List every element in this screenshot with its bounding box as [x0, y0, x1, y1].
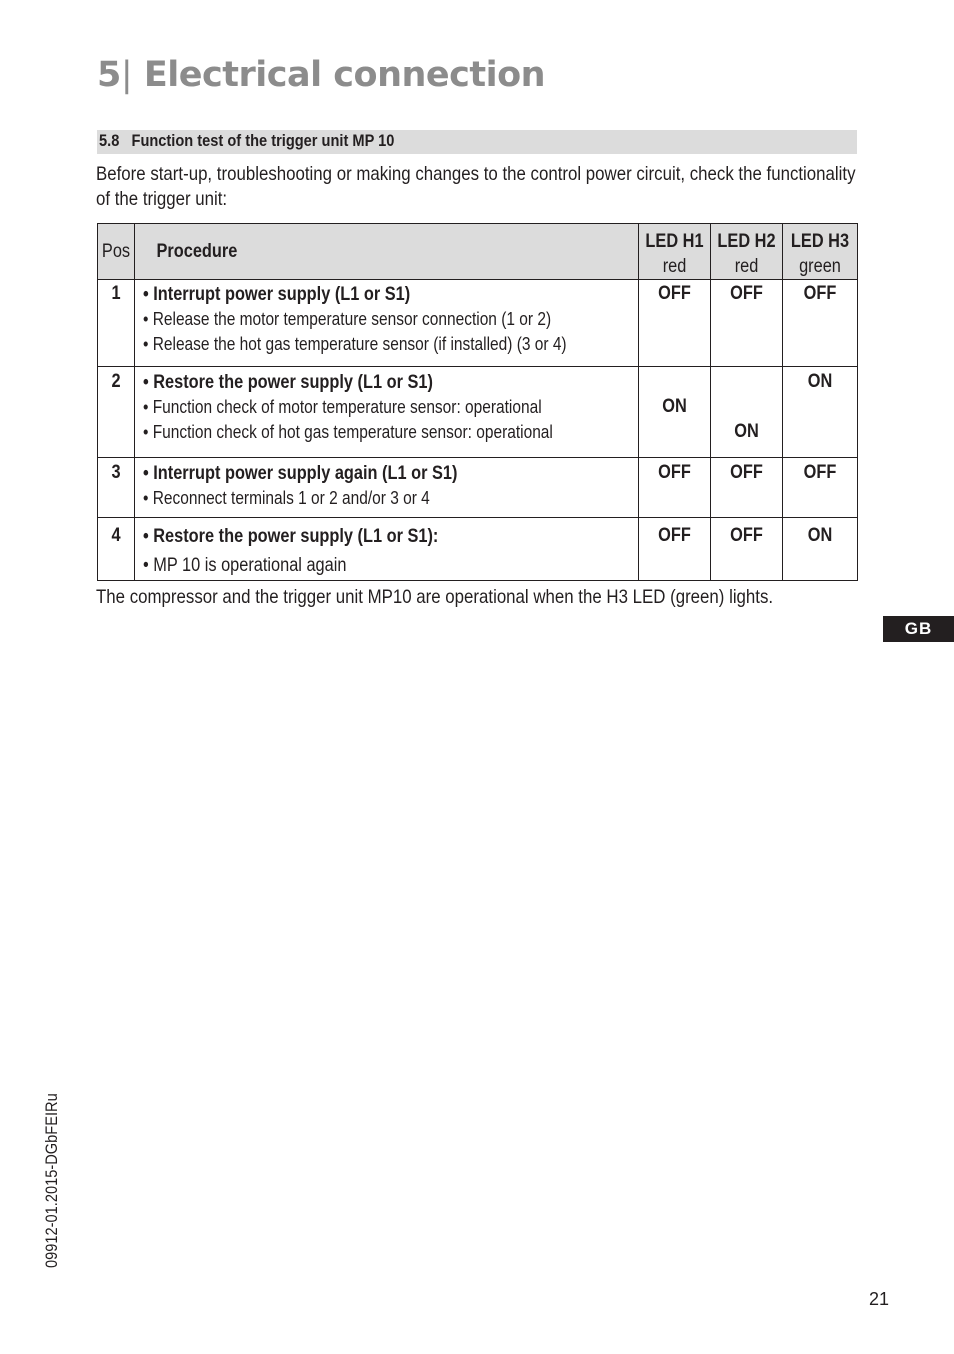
led-h3-state: ON: [783, 518, 858, 581]
led-h2-state: OFF: [711, 280, 783, 367]
procedure-substep: • Release the hot gas temperature sensor (if installed) (3 or 4): [143, 334, 567, 354]
header-led-h2: [711, 224, 783, 280]
table-row: [98, 367, 858, 458]
led-h2-name: LED H2: [717, 231, 776, 252]
operational-note: The compressor and the trigger unit MP10 are operational when the H3 LED (green) lights.: [96, 586, 774, 608]
procedure-step: • Interrupt power supply again (L1 or S1): [143, 463, 458, 484]
chapter-title-text: Electrical connection: [143, 55, 546, 95]
language-tab: GB: [883, 616, 954, 642]
row-pos: 4: [98, 518, 135, 581]
header-procedure: Procedure: [135, 224, 639, 280]
row-procedure: [135, 280, 639, 367]
chapter-title: [97, 55, 545, 95]
chapter-number: 5: [97, 55, 121, 95]
table-header-row: [98, 224, 858, 280]
section-heading-bar: [97, 130, 857, 154]
led-h1-state: OFF: [639, 280, 711, 367]
section-heading: 5.8 Function test of the trigger unit MP 10: [99, 131, 395, 150]
table-row: [98, 280, 858, 367]
document-code: 09912-01.2015-DGbFEIRu: [42, 1093, 61, 1268]
procedure-step: • Interrupt power supply (L1 or S1): [143, 284, 411, 305]
led-h1-name: LED H1: [645, 231, 704, 252]
led-h3-color: green: [799, 256, 841, 277]
header-led-h1: [639, 224, 711, 280]
led-h2-color: red: [734, 256, 759, 277]
procedure-step: • Restore the power supply (L1 or S1): [143, 372, 433, 393]
row-pos: 3: [98, 458, 135, 518]
led-h1-state: OFF: [639, 458, 711, 518]
led-h2-state: OFF: [711, 458, 783, 518]
led-h3-state: OFF: [783, 280, 858, 367]
procedure-substep: • Function check of motor temperature sensor: operational: [143, 397, 542, 417]
procedure-substep: • Reconnect terminals 1 or 2 and/or 3 or 4: [143, 488, 430, 508]
procedure-substep: • Function check of hot gas temperature sensor: operational: [143, 422, 553, 442]
row-procedure: [135, 458, 639, 518]
procedure-step: • Restore the power supply (L1 or S1):: [143, 526, 439, 547]
page-number: 21: [869, 1289, 890, 1309]
table-row: [98, 458, 858, 518]
led-h3-state: OFF: [783, 458, 858, 518]
header-pos: Pos: [98, 224, 135, 280]
row-pos: 1: [98, 280, 135, 367]
led-h2-state: ON: [711, 367, 783, 458]
led-h1-color: red: [662, 256, 687, 277]
row-procedure: [135, 367, 639, 458]
procedure-substep: • MP 10 is operational again: [143, 555, 347, 576]
led-h1-state: ON: [639, 367, 711, 458]
chapter-separator: |: [120, 55, 133, 95]
intro-paragraph: Before start-up, troubleshooting or making changes to the control power circuit, check the functionality of the trigger unit:: [96, 163, 856, 210]
led-h3-name: LED H3: [790, 231, 850, 252]
row-pos: 2: [98, 367, 135, 458]
function-test-table: [97, 223, 858, 581]
led-h2-state: OFF: [711, 518, 783, 581]
led-h3-state: ON: [783, 367, 858, 458]
row-procedure: [135, 518, 639, 581]
header-led-h3: [783, 224, 858, 280]
procedure-substep: • Release the motor temperature sensor connection (1 or 2): [143, 309, 552, 329]
table-row: [98, 518, 858, 581]
led-h1-state: OFF: [639, 518, 711, 581]
